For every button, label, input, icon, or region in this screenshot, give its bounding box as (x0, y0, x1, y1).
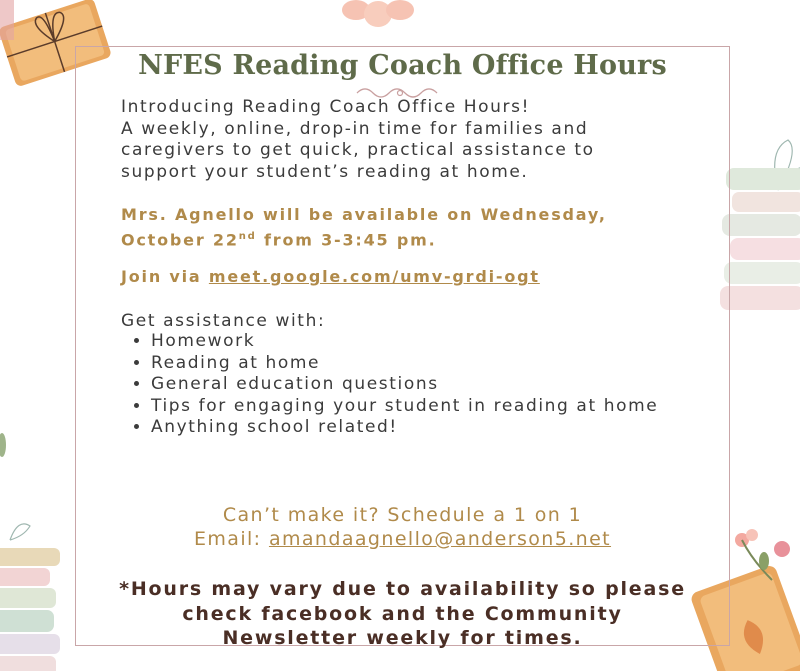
flower-top-icon (338, 0, 418, 32)
list-item: • Tips for engaging your student in reading at home (151, 396, 711, 418)
schedule-line: Can’t make it? Schedule a 1 on 1 (222, 504, 583, 526)
meet-link[interactable]: meet.google.com/umv-grdi-ogt (208, 267, 540, 286)
availability-text (121, 204, 607, 251)
note-line-3: Newsletter weekly for times. (222, 627, 583, 649)
assist-list (121, 331, 711, 439)
list-item: • General education questions (151, 374, 711, 396)
join-text (121, 266, 540, 288)
intro-text (121, 97, 595, 183)
email-label: Email: (193, 528, 269, 550)
list-item: • Reading at home (151, 353, 711, 375)
list-item: • Anything school related! (151, 417, 711, 439)
email-link[interactable]: amandaagnello@anderson5.net (268, 528, 612, 550)
leaf-left-icon (0, 430, 10, 460)
hours-note (75, 577, 730, 651)
intro-line-3: caregivers to get quick, practical assistance to (121, 140, 595, 160)
note-line-2: check facebook and the Community (182, 602, 623, 625)
note-line-1: *Hours may vary due to availability so please (119, 578, 686, 600)
page-title: NFES Reading Coach Office Hours (138, 50, 667, 81)
book-stack-right-icon (718, 130, 800, 330)
list-item: • Homework (151, 331, 711, 353)
availability-line-1: Mrs. Agnello will be available on Wednesday, (121, 205, 607, 224)
availability-time: from 3-3:45 pm. (256, 230, 437, 250)
intro-line-1: Introducing Reading Coach Office Hours! (121, 97, 530, 117)
availability-date-suffix: nd (238, 231, 257, 242)
join-label: Join via (121, 267, 209, 286)
schedule-text (75, 503, 730, 551)
book-stack-left-icon (0, 520, 75, 671)
assist-heading: Get assistance with: (121, 311, 326, 331)
intro-line-4: support your student’s reading at home. (121, 161, 529, 182)
availability-date: October 22 (121, 230, 239, 250)
intro-line-2: A weekly, online, drop-in time for families and (121, 118, 589, 139)
